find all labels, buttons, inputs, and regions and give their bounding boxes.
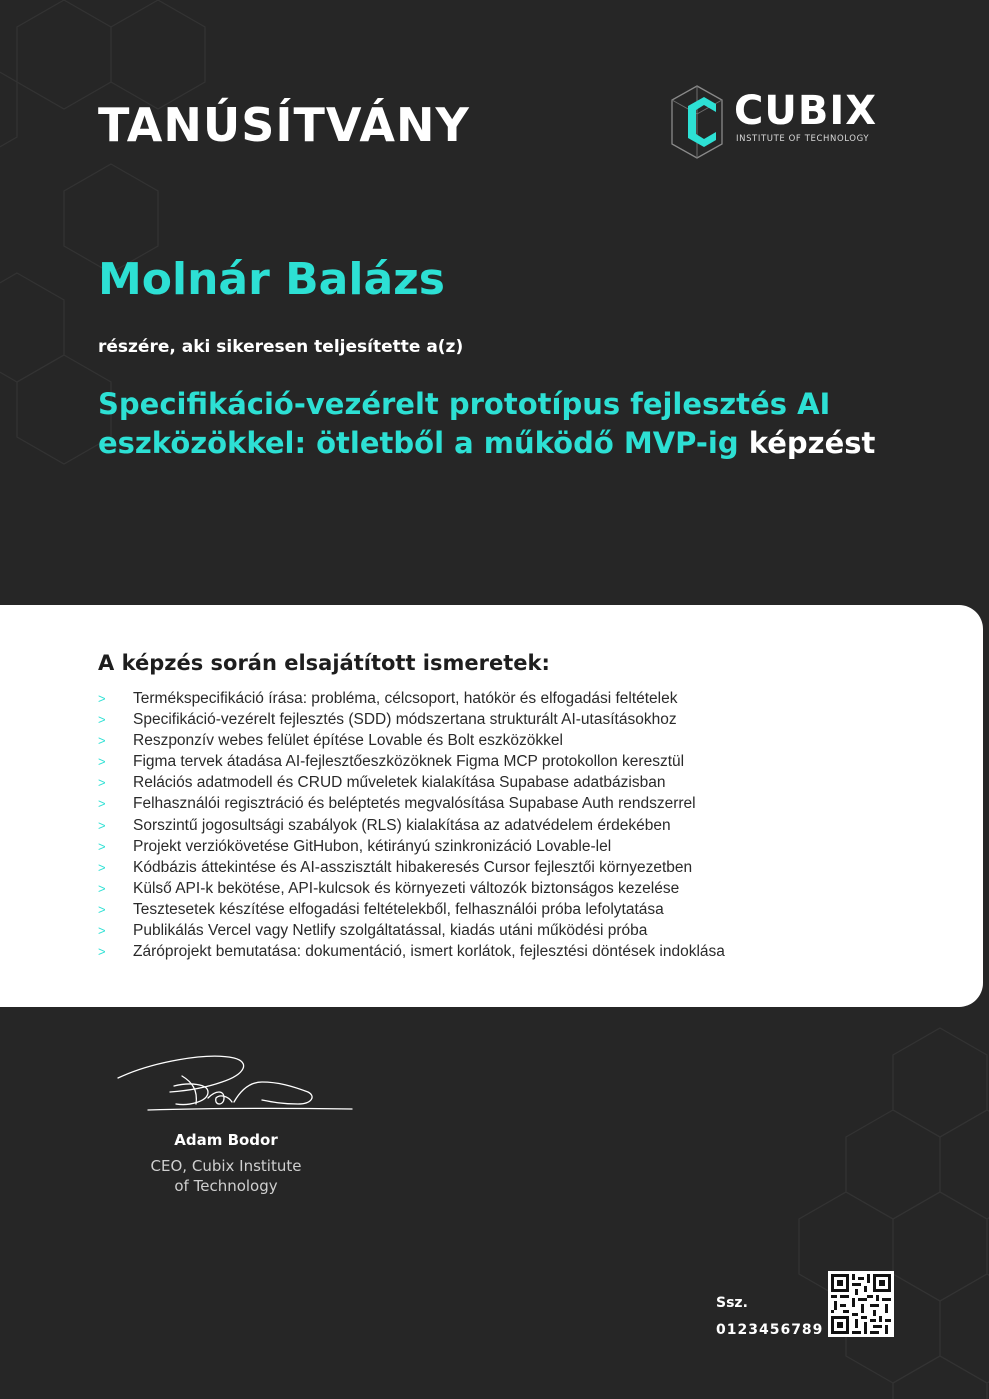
serial-label: Ssz. [716, 1295, 748, 1311]
recipient-name: Molnár Balázs [98, 254, 445, 305]
bullet-chevron: > [98, 712, 106, 728]
list-item: > Projekt verziókövetése GitHubon, kétirányú szinkronizáció Lovable-lel [98, 836, 958, 857]
bullet-chevron: > [98, 944, 106, 960]
bullet-chevron: > [98, 923, 106, 939]
signer-role-line: of Technology [174, 1177, 278, 1195]
course-suffix: képzést [748, 426, 876, 460]
list-item: > Sorszintű jogosultsági szabályok (RLS) kialakítása az adatvédelem érdekében [98, 815, 958, 836]
skills-panel [0, 605, 983, 1007]
list-item: > Kódbázis áttekintése és AI-asszisztált hibakeresés Cursor fejlesztői környezetben [98, 857, 958, 878]
bullet-chevron: > [98, 901, 106, 917]
bullet-chevron: > [98, 754, 106, 770]
skills-heading: A képzés során elsajátított ismeretek: [98, 651, 550, 675]
list-item: > Felhasználói regisztráció és beléptetés megvalósítása Supabase Auth rendszerrel [98, 793, 958, 814]
certificate-title: TANÚSÍTVÁNY [98, 98, 470, 152]
list-item: > Záróprojekt bemutatása: dokumentáció, ismert korlátok, fejlesztési döntések indoklása [98, 941, 958, 962]
bullet-chevron: > [98, 880, 106, 896]
list-item: > Tesztesetek készítése elfogadási feltételekből, felhasználói próba lefolytatása [98, 899, 958, 920]
bullet-chevron: > [98, 817, 106, 833]
signer-name: Adam Bodor [174, 1131, 278, 1149]
logo-wordmark: CUBIX [734, 88, 878, 134]
list-item: > Relációs adatmodell és CRUD műveletek kialakítása Supabase adatbázisban [98, 772, 958, 793]
signature-image [112, 1048, 362, 1118]
intro-text: részére, aki sikeresen teljesítette a(z) [98, 337, 464, 357]
bullet-chevron: > [98, 733, 106, 749]
bullet-chevron: > [98, 838, 106, 854]
list-item: > Figma tervek átadása AI-fejlesztőeszközöknek Figma MCP protokollon keresztül [98, 751, 958, 772]
signer-role-line: CEO, Cubix Institute [150, 1157, 302, 1175]
bullet-chevron: > [98, 859, 106, 875]
list-item: > Publikálás Vercel vagy Netlify szolgáltatással, kiadás utáni működési próba [98, 920, 958, 941]
bullet-chevron: > [98, 796, 106, 812]
list-item: > Specifikáció-vezérelt fejlesztés (SDD) módszertana strukturált AI-utasításokhoz [98, 709, 958, 730]
bullet-chevron: > [98, 691, 106, 706]
course-title-block [98, 385, 918, 463]
list-item: > Külső API-k bekötése, API-kulcsok és környezeti változók biztonságos kezelése [98, 878, 958, 899]
bullet-chevron: > [98, 775, 106, 791]
list-item: > Termékspecifikáció írása: probléma, célcsoport, hatókör és elfogadási feltételek [98, 688, 958, 709]
cubix-logo [668, 84, 878, 160]
qr-code-icon [828, 1271, 894, 1337]
serial-number: 0123456789 [716, 1322, 824, 1338]
logo-subtitle: INSTITUTE OF TECHNOLOGY [736, 134, 870, 144]
cube-logo-icon [668, 84, 726, 160]
skills-list [98, 688, 958, 962]
signer-role [98, 1156, 354, 1196]
course-title: Specifikáció-vezérelt prototípus fejlesztés AI eszközökkel: ötletből a működő MVP-ig [98, 387, 831, 460]
list-item: > Reszponzív webes felület építése Lovable és Bolt eszközökkel [98, 730, 958, 751]
